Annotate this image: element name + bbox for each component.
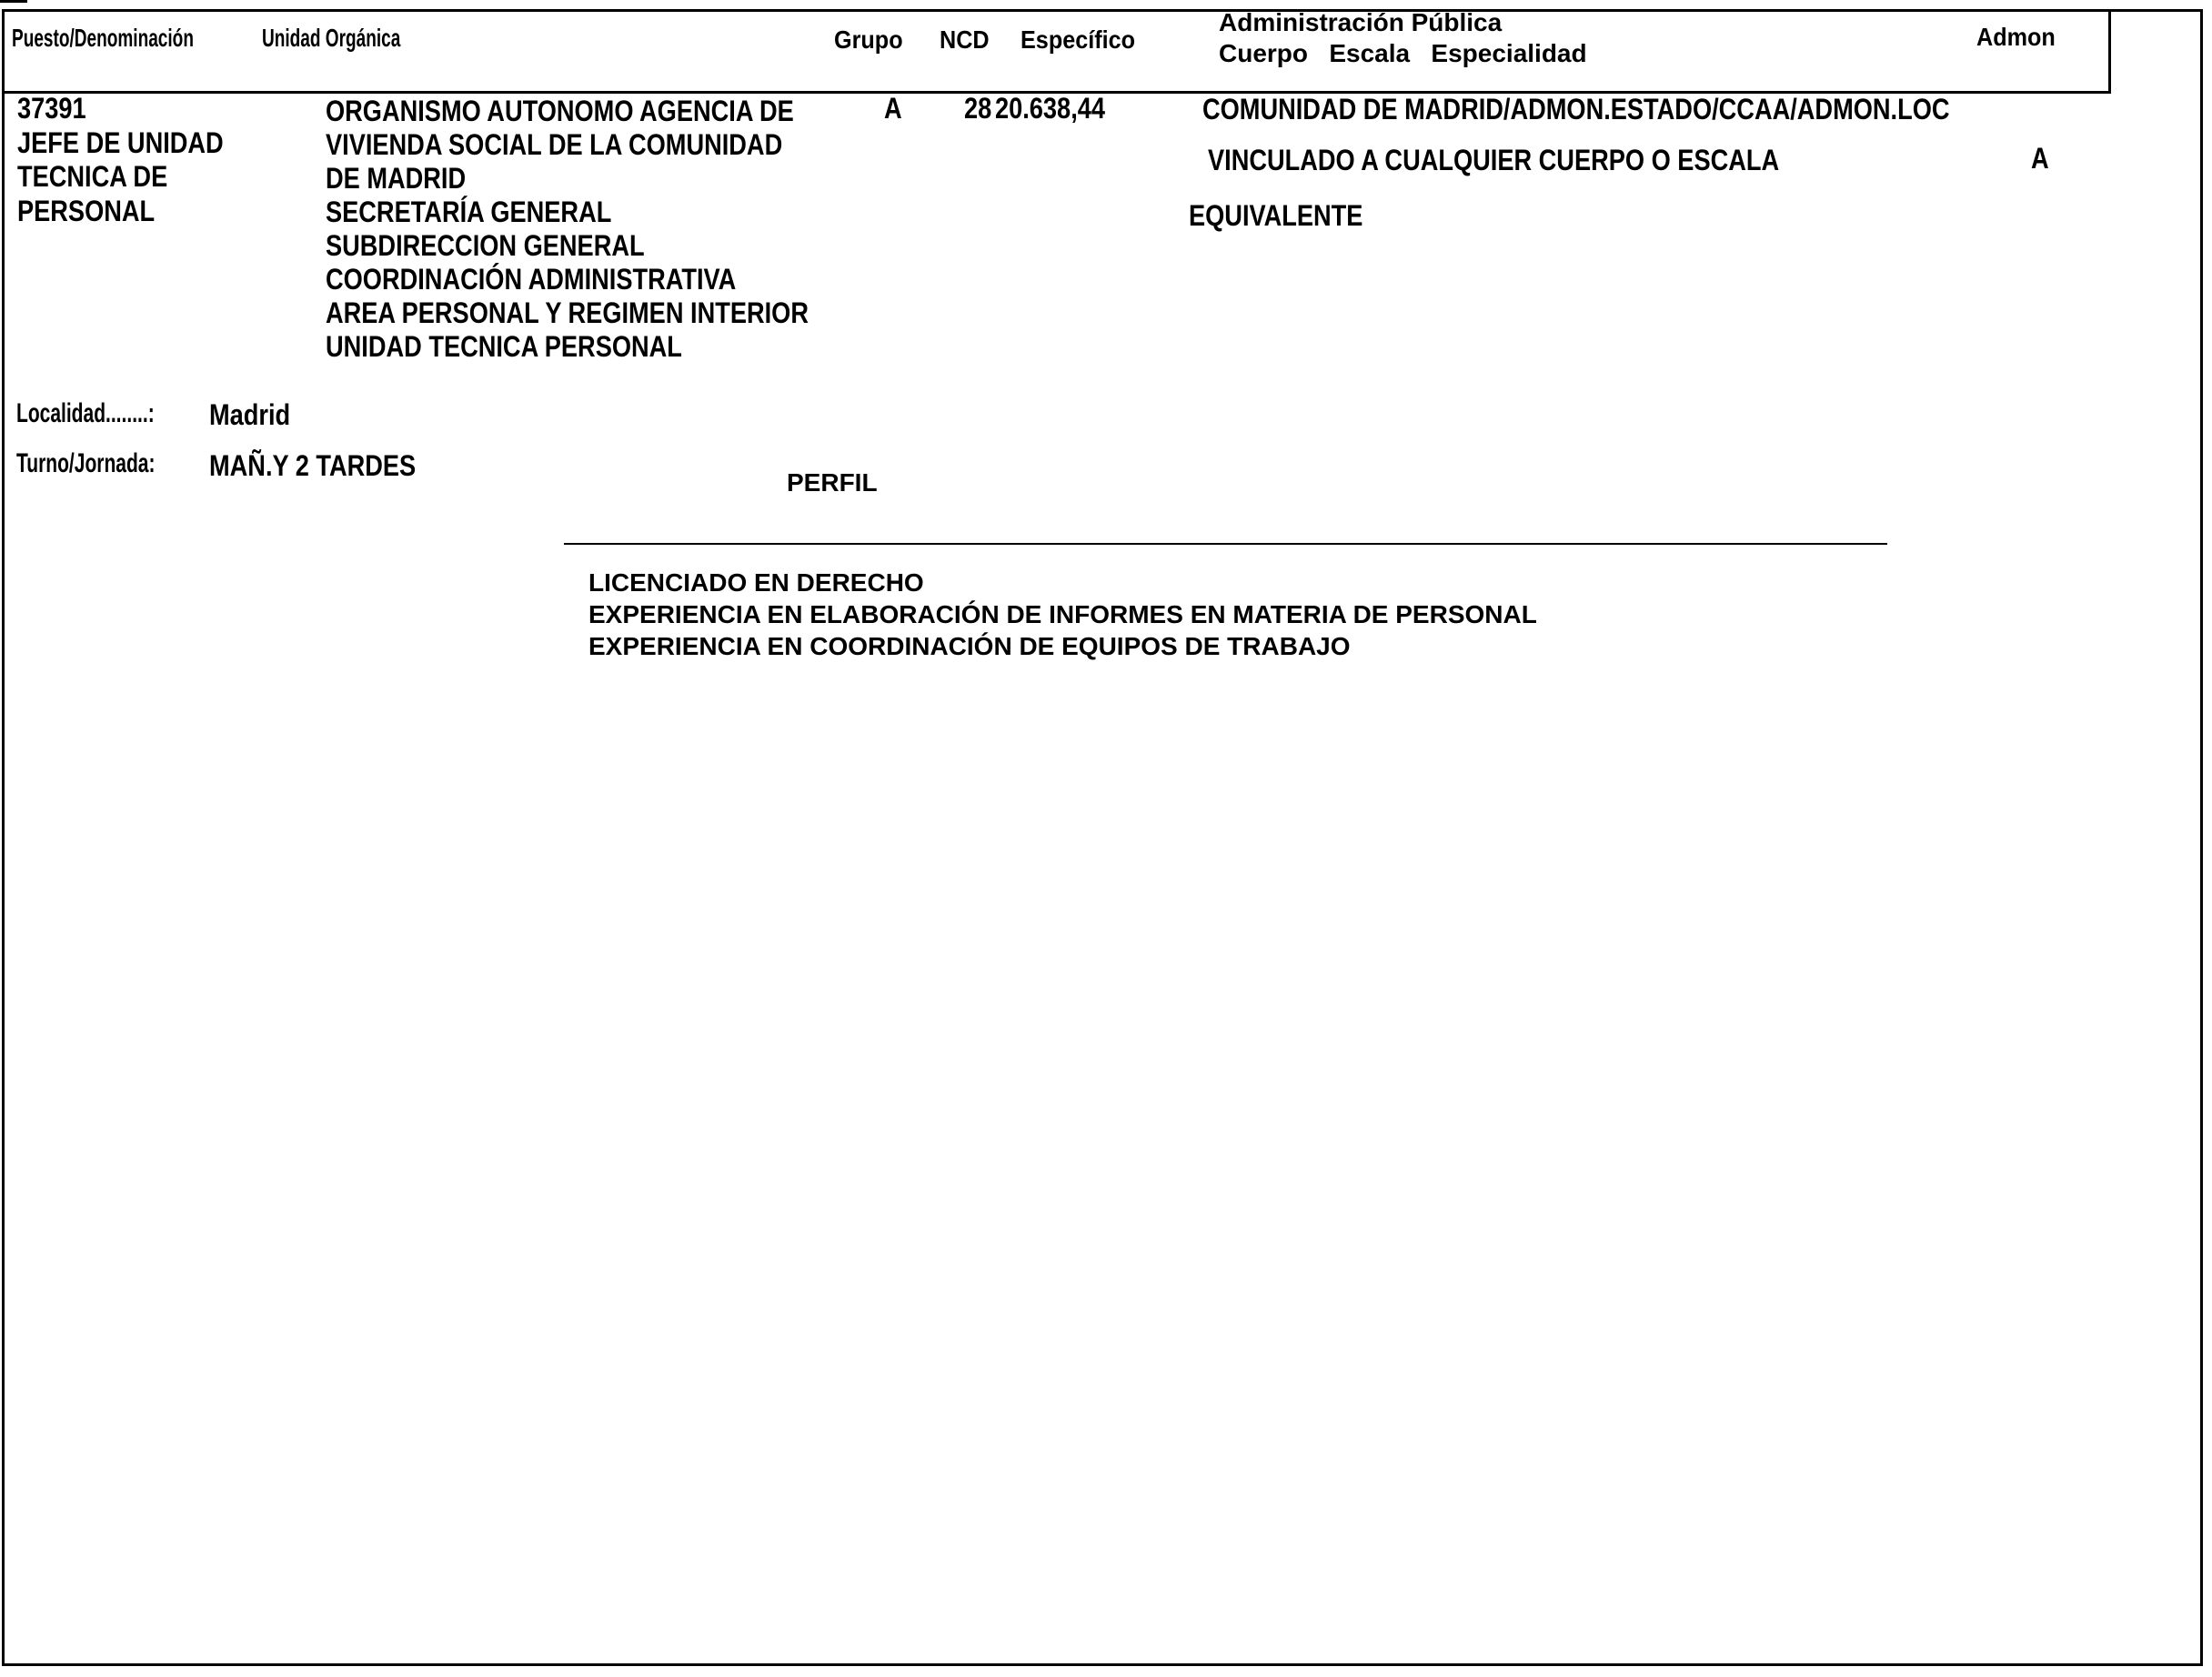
cell-admon-value: A [2031, 142, 2049, 175]
cell-grupo-value: A [884, 92, 902, 125]
perfil-divider [564, 543, 1887, 545]
perfil-title: PERFIL [787, 468, 878, 497]
unidad-line: DE MADRID [326, 162, 467, 195]
header-col-unidad-organica: Unidad Orgánica [262, 24, 401, 52]
header-col-especifico: Específico [1021, 25, 1136, 54]
perfil-line: EXPERIENCIA EN COORDINACIÓN DE EQUIPOS DE TRABAJO [588, 632, 1351, 660]
puesto-line: PERSONAL [17, 194, 156, 227]
unidad-line: SUBDIRECCION GENERAL [326, 229, 645, 262]
turno-jornada-label: Turno/Jornada: [16, 448, 156, 478]
unidad-line: COORDINACIÓN ADMINISTRATIVA [326, 263, 737, 296]
puesto-line: TECNICA DE [17, 160, 168, 193]
cell-admin-line-1: COMUNIDAD DE MADRID/ADMON.ESTADO/CCAA/ADMON.LOC [1202, 93, 1950, 126]
cell-ncd-value: 28 [964, 92, 992, 125]
header-admin-publica-line: Administración Pública [1219, 8, 1503, 36]
unidad-line: VIVIENDA SOCIAL DE LA COMUNIDAD [326, 128, 783, 161]
puesto-id: 37391 [17, 92, 86, 125]
turno-jornada-value: MAÑ.Y 2 TARDES [209, 449, 417, 482]
cell-admin-line-3: EQUIVALENTE [1189, 199, 1363, 232]
unidad-line: UNIDAD TECNICA PERSONAL [326, 330, 682, 363]
header-cuerpo-escala-especialidad: Cuerpo Escala Especialidad [1219, 39, 1587, 67]
puesto-line: JEFE DE UNIDAD [17, 126, 224, 159]
header-col-grupo: Grupo [834, 25, 903, 54]
cell-unidad-organica [326, 95, 809, 364]
unidad-line: ORGANISMO AUTONOMO AGENCIA DE [326, 95, 794, 127]
localidad-value: Madrid [209, 398, 291, 431]
header-col-admon: Admon [1976, 23, 2056, 51]
unidad-line: SECRETARÍA GENERAL [326, 196, 612, 228]
header-right-divider [2108, 9, 2111, 94]
cell-especifico-value: 20.638,44 [994, 92, 1105, 125]
cell-puesto-denominacion [17, 92, 224, 228]
header-col-puesto-denominacion: Puesto/Denominación [12, 24, 194, 52]
cell-admin-line-2: VINCULADO A CUALQUIER CUERPO O ESCALA [1208, 144, 1780, 176]
header-col-ncd: NCD [940, 25, 990, 54]
scan-artifact-mark [0, 0, 27, 3]
localidad-label: Localidad........: [16, 398, 155, 428]
perfil-line: EXPERIENCIA EN ELABORACIÓN DE INFORMES EN MATERIA DE PERSONAL [588, 600, 1537, 628]
perfil-requirements [588, 567, 1537, 662]
header-col-administracion-publica [1219, 7, 1587, 69]
unidad-line: AREA PERSONAL Y REGIMEN INTERIOR [326, 296, 809, 329]
perfil-line: LICENCIADO EN DERECHO [588, 568, 924, 597]
